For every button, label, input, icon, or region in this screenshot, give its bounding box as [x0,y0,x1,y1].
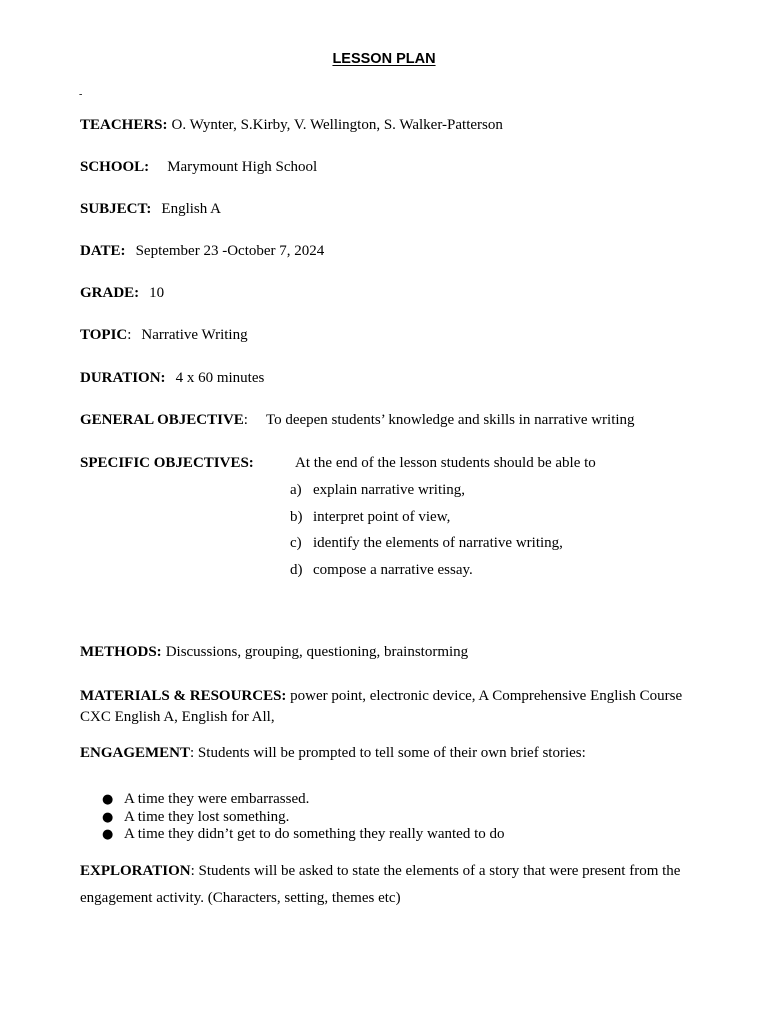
date-line [80,243,324,260]
objective-marker: d) [290,562,303,578]
objective-item [290,535,563,552]
methods-line [80,644,468,661]
general-objective-label: GENERAL OBJECTIVE [80,412,244,428]
grade-label: GRADE: [80,285,140,301]
objective-marker: a) [290,482,302,498]
school-label: SCHOOL: [80,159,150,175]
general-objective-line [80,412,635,429]
date-label: DATE: [80,243,126,259]
methods-value: Discussions, grouping, questioning, brainstorming [165,644,469,660]
teachers-line [80,117,503,134]
document-title: LESSON PLAN [332,51,436,67]
duration-value: 4 x 60 minutes [175,370,265,386]
engagement-label: ENGAGEMENT [80,745,191,761]
date-value: September 23 -October 7, 2024 [135,243,325,259]
objective-marker: c) [290,535,302,551]
list-item: ● A time they were embarrassed. [102,791,310,807]
teachers-label: TEACHERS: [80,117,168,133]
objective-text: identify the elements of narrative writing, [313,535,563,551]
specific-objectives-lead: At the end of the lesson students should be able to [295,455,596,471]
topic-label: TOPIC [80,327,128,343]
engagement-bullet-list [80,791,505,844]
subject-label: SUBJECT: [80,201,152,217]
materials-paragraph [80,686,690,728]
objective-text: interpret point of view, [313,509,451,525]
topic-value: Narrative Writing [141,327,248,343]
engagement-line [80,745,586,762]
teachers-value: O. Wynter, S.Kirby, V. Wellington, S. Walker-Patterson [171,117,503,133]
school-value: Marymount High School [167,159,318,175]
engagement-value: : Students will be prompted to tell some of their own brief stories: [190,745,586,761]
grade-value: 10 [149,285,165,301]
objective-text: explain narrative writing, [313,482,466,498]
exploration-label: EXPLORATION [80,863,191,879]
general-objective-value: To deepen students’ knowledge and skills in narrative writing [265,412,635,428]
objective-item [290,482,465,499]
grade-line [80,285,164,302]
topic-colon: : [127,327,132,343]
objective-text: compose a narrative essay. [313,562,473,578]
subject-value: English A [161,201,221,217]
objective-marker: b) [290,509,303,525]
stray-mark: - [79,89,83,100]
duration-line [80,370,264,387]
exploration-value: : Students will be asked to state the elements of a story that were present from the engagement activity. (Characters, setting, themes etc) [80,863,681,906]
list-item: ● A time they didn’t get to do something they really wanted to do [102,826,505,842]
bullet-icon: ● [102,809,114,825]
general-objective-colon: : [243,412,248,428]
methods-label: METHODS: [80,644,162,660]
topic-line [80,327,248,344]
duration-label: DURATION: [80,370,166,386]
subject-line [80,201,221,218]
list-item: ● A time they lost something. [102,808,290,825]
school-line [80,159,317,176]
bullet-icon: ● [102,792,114,807]
objective-item [290,509,450,526]
materials-value: power point, electronic device, A Comprehensive English Course CXC English A, English for All, [80,688,683,725]
materials-label: MATERIALS & RESOURCES: [80,688,287,704]
objective-item [290,562,473,579]
specific-objectives-label: SPECIFIC OBJECTIVES: [80,455,254,471]
bullet-icon: ● [102,827,114,842]
exploration-paragraph [80,858,690,912]
